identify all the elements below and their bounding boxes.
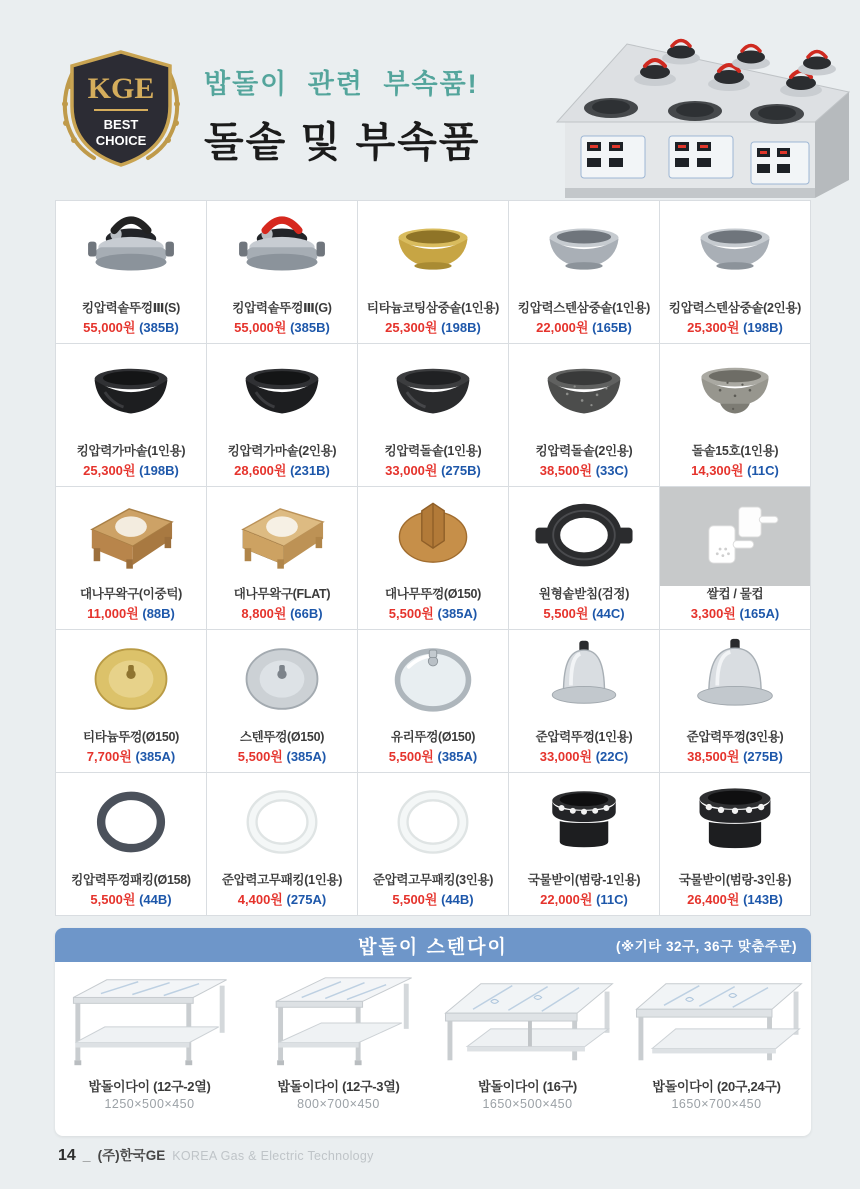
product-grid: [55, 200, 811, 916]
product-image: [207, 773, 357, 872]
product-image: [56, 773, 206, 872]
white-gasket-large-icon: [377, 779, 489, 865]
product-card: [56, 487, 206, 629]
badge-brand: KGE: [87, 72, 155, 105]
product-name: 킹압력스텐삼중솥(1인용): [517, 300, 651, 315]
stand-name: 밥돌이다이 (12구-3열): [277, 1079, 400, 1094]
product-name: 킹압력스텐삼중솥(2인용): [668, 300, 802, 315]
price-value: 22,000원: [536, 320, 589, 335]
stand-items: [55, 962, 811, 1111]
product-name: 티타늄뚜껑(Ø150): [83, 729, 179, 744]
price-code: (143B): [743, 892, 783, 907]
granite-pot-icon: [528, 350, 640, 436]
price-value: 3,300원: [690, 606, 736, 621]
soup-catcher-icon: [528, 779, 640, 865]
product-price: [87, 746, 175, 765]
bell-lid-large-icon: [679, 636, 791, 722]
product-name: 킹압력뚜껑패킹(Ø158): [71, 872, 191, 887]
product-price: [234, 460, 330, 479]
product-image: [56, 344, 206, 443]
product-name: 준압력뚜껑(3인용): [686, 729, 784, 744]
price-value: 28,600원: [234, 463, 287, 478]
product-card: [56, 344, 206, 486]
steel-bowl-icon: [528, 207, 640, 293]
pressure-lid-red-handle-icon: [226, 207, 338, 293]
price-code: (385A): [286, 749, 327, 764]
price-code: (385A): [437, 749, 478, 764]
product-price: [389, 746, 477, 765]
page-subtitle: 밥돌이 관련 부속품!: [204, 69, 479, 99]
stand-section: [55, 928, 811, 1136]
product-image: [660, 773, 810, 872]
price-value: 5,500원: [237, 749, 283, 764]
price-value: 4,400원: [237, 892, 283, 907]
product-name: 킹압력솥뚜껑Ⅲ(S): [82, 300, 180, 315]
product-card: [509, 201, 659, 343]
product-name: 쌀컵 / 물컵: [706, 586, 764, 601]
price-value: 14,300원: [691, 463, 744, 478]
product-price: [238, 746, 326, 765]
product-name: 유리뚜껑(Ø150): [390, 729, 476, 744]
product-image: [56, 487, 206, 586]
product-price: [687, 746, 783, 765]
bamboo-stand-icon: [75, 493, 187, 579]
price-value: 11,000원: [87, 606, 139, 621]
product-image: [207, 344, 357, 443]
product-card: [660, 487, 810, 629]
product-name: 스텐뚜껑(Ø150): [239, 729, 325, 744]
price-value: 7,700원: [86, 749, 132, 764]
product-price: [83, 460, 179, 479]
price-code: (44B): [441, 892, 474, 907]
price-code: (198B): [743, 320, 783, 335]
badge-shield-icon: [52, 46, 190, 172]
product-name: 준압력고무패킹(1인용): [221, 872, 343, 887]
price-code: (66B): [290, 606, 323, 621]
product-image: [358, 773, 508, 872]
price-code: (44C): [592, 606, 625, 621]
price-value: 25,300원: [385, 320, 438, 335]
price-code: (11C): [596, 892, 628, 907]
price-code: (385A): [437, 606, 478, 621]
product-card: [358, 487, 508, 629]
stand-card: [244, 968, 433, 1111]
product-price: [392, 889, 473, 908]
product-card: [207, 344, 357, 486]
product-price: [87, 603, 175, 622]
product-price: [234, 317, 330, 336]
stainless-stand-icon: [60, 968, 240, 1076]
product-image: [358, 201, 508, 300]
stand-card: [622, 968, 811, 1111]
black-cauldron-icon: [226, 350, 338, 436]
price-code: (165A): [739, 606, 780, 621]
company-tagline: KOREA Gas & Electric Technology: [172, 1149, 374, 1163]
product-price: [543, 603, 624, 622]
page-footer: [58, 1144, 374, 1165]
product-card: [509, 344, 659, 486]
price-value: 25,300원: [687, 320, 740, 335]
product-image: [509, 487, 659, 586]
product-price: [687, 317, 783, 336]
badge-line2: CHOICE: [95, 133, 147, 148]
product-name: 대나무뚜껑(Ø150): [385, 586, 481, 601]
wooden-lid-icon: [377, 493, 489, 579]
price-value: 26,400원: [687, 892, 740, 907]
product-card: [56, 201, 206, 343]
product-image: [207, 487, 357, 586]
product-name: 킹압력솥뚜껑Ⅲ(G): [232, 300, 332, 315]
product-price: [389, 603, 477, 622]
price-value: 5,500원: [388, 606, 434, 621]
product-price: [385, 460, 481, 479]
price-code: (231B): [290, 463, 330, 478]
price-code: (385B): [290, 320, 330, 335]
product-price: [238, 889, 326, 908]
product-card: [358, 344, 508, 486]
product-price: [687, 889, 783, 908]
product-price: [536, 317, 632, 336]
black-pot-stand-icon: [528, 493, 640, 579]
product-card: [358, 201, 508, 343]
glass-lid-icon: [377, 636, 489, 722]
product-price: [540, 746, 628, 765]
titanium-bowl-icon: [377, 207, 489, 293]
page-number: 14: [58, 1147, 76, 1164]
titanium-lid-icon: [75, 636, 187, 722]
product-card: [660, 201, 810, 343]
steel-lid-icon: [226, 636, 338, 722]
stand-card: [433, 968, 622, 1111]
company-name: (주)한국GE: [97, 1148, 166, 1163]
price-code: (385A): [135, 749, 176, 764]
product-image: [56, 201, 206, 300]
product-card: [207, 201, 357, 343]
product-image: [358, 487, 508, 586]
product-price: [691, 603, 779, 622]
product-image: [660, 487, 810, 586]
stone-pot-icon: [377, 350, 489, 436]
product-image: [358, 630, 508, 729]
stand-card: [55, 968, 244, 1111]
product-price: [83, 317, 179, 336]
product-card: [358, 773, 508, 915]
product-image: [660, 344, 810, 443]
product-card: [660, 630, 810, 772]
product-price: [241, 603, 322, 622]
product-name: 국물받이(범랑-3인용): [678, 872, 792, 887]
stand-section-title: 밥돌이 스텐다이: [358, 936, 508, 958]
price-code: (385B): [139, 320, 179, 335]
product-card: [56, 630, 206, 772]
product-image: [509, 344, 659, 443]
product-name: 킹압력가마솥(2인용): [227, 443, 337, 458]
price-value: 33,000원: [539, 749, 593, 764]
product-name: 준압력고무패킹(3인용): [372, 872, 494, 887]
price-code: (198B): [441, 320, 481, 335]
product-image: [660, 201, 810, 300]
stand-name: 밥돌이다이 (12구-2열): [88, 1079, 211, 1094]
product-name: 돌솥15호(1인용): [691, 443, 779, 458]
price-value: 33,000원: [385, 463, 438, 478]
stand-name: 밥돌이다이 (20구,24구): [652, 1079, 781, 1094]
product-card: [509, 773, 659, 915]
price-value: 5,500원: [543, 606, 589, 621]
price-code: (33C): [595, 463, 629, 478]
measuring-cups-icon: [679, 493, 791, 579]
steel-bowl-icon: [679, 207, 791, 293]
price-code: (165B): [592, 320, 632, 335]
page-title: 돌솥 및 부속품: [204, 119, 481, 165]
soup-catcher-large-icon: [679, 779, 791, 865]
multi-burner-rice-cooker-icon: [528, 4, 860, 202]
kge-best-choice-badge: [52, 46, 190, 172]
product-image: [509, 201, 659, 300]
product-card: [509, 487, 659, 629]
price-value: 22,000원: [540, 892, 593, 907]
price-code: (11C): [747, 463, 779, 478]
stand-name: 밥돌이다이 (16구): [478, 1079, 577, 1094]
price-value: 25,300원: [83, 463, 136, 478]
stainless-stand-icon: [249, 968, 429, 1076]
product-image: [207, 630, 357, 729]
stand-section-header: [55, 928, 811, 962]
product-card: [660, 773, 810, 915]
product-name: 원형솥받침(검정): [538, 586, 630, 601]
stand-size: 1650×700×450: [671, 1097, 762, 1111]
light-granite-pot-icon: [679, 350, 791, 436]
black-cauldron-icon: [75, 350, 187, 436]
product-price: [540, 460, 628, 479]
product-price: [691, 460, 779, 479]
rice-cooker-machine-image: [528, 4, 860, 202]
product-price: [540, 889, 628, 908]
price-value: 5,500원: [388, 749, 434, 764]
price-code: (22C): [595, 749, 629, 764]
product-card: [358, 630, 508, 772]
stainless-stand-icon: [438, 968, 618, 1076]
product-name: 대나무왁구(이중턱): [80, 586, 182, 601]
product-card: [56, 773, 206, 915]
badge-line1: BEST: [103, 117, 139, 132]
price-value: 55,000원: [234, 320, 287, 335]
bamboo-stand-flat-icon: [226, 493, 338, 579]
price-value: 38,500원: [687, 749, 740, 764]
dark-gasket-icon: [75, 779, 187, 865]
product-price: [385, 317, 481, 336]
product-card: [207, 487, 357, 629]
price-code: (275B): [441, 463, 481, 478]
price-code: (198B): [139, 463, 179, 478]
footer-separator: _: [82, 1147, 91, 1163]
product-name: 대나무왁구(FLAT): [233, 586, 331, 601]
bell-lid-icon: [528, 636, 640, 722]
stand-size: 1250×500×450: [104, 1097, 195, 1111]
product-image: [358, 344, 508, 443]
price-code: (44B): [139, 892, 172, 907]
product-image: [509, 773, 659, 872]
product-card: [509, 630, 659, 772]
pressure-lid-black-handle-icon: [75, 207, 187, 293]
price-code: (88B): [142, 606, 175, 621]
stand-size: 1650×500×450: [482, 1097, 573, 1111]
stand-section-note: (※기타 32구, 36구 맞춤주문): [616, 939, 797, 954]
price-value: 55,000원: [83, 320, 136, 335]
price-value: 5,500원: [392, 892, 438, 907]
product-card: [207, 773, 357, 915]
product-image: [509, 630, 659, 729]
stand-size: 800×700×450: [297, 1097, 380, 1111]
product-image: [56, 630, 206, 729]
price-code: (275B): [743, 749, 783, 764]
product-name: 티타늄코팅삼중솥(1인용): [366, 300, 500, 315]
product-name: 킹압력돌솥(2인용): [535, 443, 633, 458]
price-value: 5,500원: [90, 892, 136, 907]
stainless-stand-icon: [627, 968, 807, 1076]
product-name: 준압력뚜껑(1인용): [535, 729, 633, 744]
product-price: [90, 889, 171, 908]
price-value: 38,500원: [539, 463, 593, 478]
price-value: 8,800원: [241, 606, 287, 621]
white-gasket-icon: [226, 779, 338, 865]
product-image: [660, 630, 810, 729]
page-header: [204, 62, 480, 168]
product-name: 킹압력돌솥(1인용): [384, 443, 482, 458]
product-name: 국물받이(범랑-1인용): [527, 872, 641, 887]
price-code: (275A): [286, 892, 327, 907]
product-card: [660, 344, 810, 486]
product-card: [207, 630, 357, 772]
product-name: 킹압력가마솥(1인용): [76, 443, 186, 458]
product-image: [207, 201, 357, 300]
